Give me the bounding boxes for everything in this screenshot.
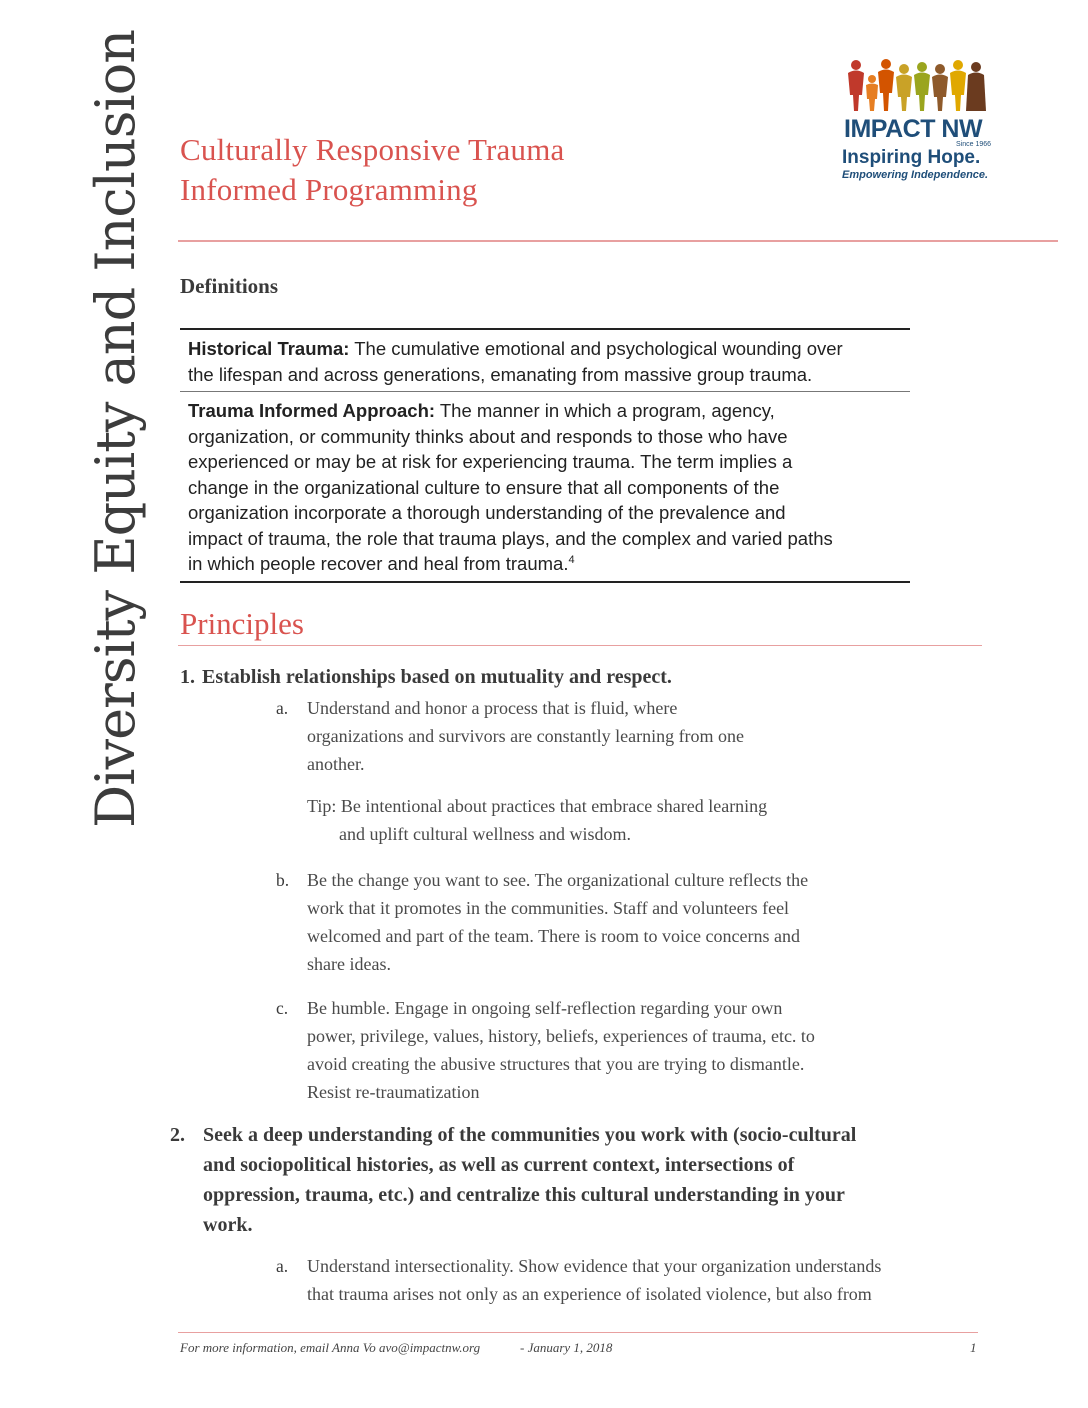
sub-item-text: Be the change you want to see. The organizational culture reflects the work that it promotes in the communities. Staff and volunteers feel welcomed and part of the team. There is room to voice concerns and share ideas. bbox=[307, 870, 809, 974]
sub-item-label: a. bbox=[276, 698, 289, 718]
impact-nw-logo bbox=[842, 55, 992, 185]
page-title-line: Culturally Responsive Trauma bbox=[180, 132, 565, 167]
sub-item-text: Understand intersectionality. Show evidence that your organization understands that trauma arises not only as an experience of isolated violence, but also from bbox=[307, 1256, 882, 1304]
footer-divider bbox=[178, 1332, 978, 1333]
principle-number: 2. bbox=[170, 1124, 185, 1146]
definitions-heading: Definitions bbox=[180, 274, 279, 298]
logo-name: IMPACT NW bbox=[844, 115, 983, 143]
principles-divider bbox=[178, 645, 982, 646]
people-figures-icon bbox=[842, 55, 992, 115]
footnote-marker: 4 bbox=[568, 553, 575, 566]
definition-text: the lifespan and across generations, emanating from massive group trauma. bbox=[188, 363, 813, 385]
sub-item-text: Be humble. Engage in ongoing self-reflection regarding your own power, privilege, values, history, beliefs, experiences of trauma, etc. to avoid creating the abusive structures that you are trying to dismantle. Resist re-traumatization bbox=[307, 998, 815, 1102]
definition-row bbox=[180, 330, 910, 391]
principle-title: Seek a deep understanding of the communities you work with (socio-cultural and sociopolitical histories, as well as current context, intersections of oppression, trauma, etc.) and centralize this cultural understanding in your work. bbox=[203, 1124, 857, 1236]
page-number: 1 bbox=[970, 1340, 977, 1355]
tip-text: Tip: Be intentional about practices that embrace shared learning and uplift cultural wellness and wisdom. bbox=[307, 796, 768, 844]
definition-text: change in the organizational culture to ensure that all components of the bbox=[188, 476, 780, 498]
page-title-line: Informed Programming bbox=[180, 172, 478, 207]
definition-text: The cumulative emotional and psychological wounding over bbox=[354, 338, 843, 359]
sub-item-label: a. bbox=[276, 1256, 289, 1276]
footer-contact: For more information, email Anna Vo avo@impactnw.org bbox=[180, 1340, 481, 1355]
header-divider bbox=[178, 240, 1058, 242]
logo-tagline-secondary: Empowering Independence. bbox=[842, 169, 989, 181]
definition-text: The manner in which a program, agency, bbox=[439, 400, 775, 421]
sub-item-label: b. bbox=[276, 870, 290, 890]
principle-number: 1. bbox=[180, 666, 195, 688]
principles-heading: Principles bbox=[180, 606, 304, 641]
definition-term: Historical Trauma: bbox=[188, 338, 350, 359]
definition-text: impact of trauma, the role that trauma plays, and the complex and varied paths bbox=[188, 527, 833, 549]
page-title bbox=[180, 130, 565, 210]
definition-text: organization incorporate a thorough understanding of the prevalence and bbox=[188, 502, 786, 523]
definition-text: in which people recover and heal from trauma. bbox=[188, 553, 569, 574]
logo-since: Since 1966 bbox=[956, 141, 992, 148]
definition-text: experienced or may be at risk for experiencing trauma. The term implies a bbox=[188, 451, 793, 472]
definition-term: Trauma Informed Approach: bbox=[188, 400, 436, 421]
sub-item-label: c. bbox=[276, 998, 289, 1018]
definition-row bbox=[180, 391, 910, 581]
sub-item-text: Understand and honor a process that is fluid, where organizations and survivors are constantly learning from one another. bbox=[307, 698, 745, 774]
principle-item bbox=[170, 1120, 990, 1240]
principle-item bbox=[180, 662, 1000, 692]
principle-title: Establish relationships based on mutuality and respect. bbox=[202, 666, 672, 688]
side-title: Diversity Equity and Inclusion bbox=[84, 30, 147, 828]
definitions-table bbox=[180, 328, 910, 583]
footer-date: - January 1, 2018 bbox=[520, 1340, 613, 1355]
definition-text: organization, or community thinks about and responds to those who have bbox=[188, 425, 788, 447]
logo-tagline: Inspiring Hope. bbox=[842, 147, 981, 168]
